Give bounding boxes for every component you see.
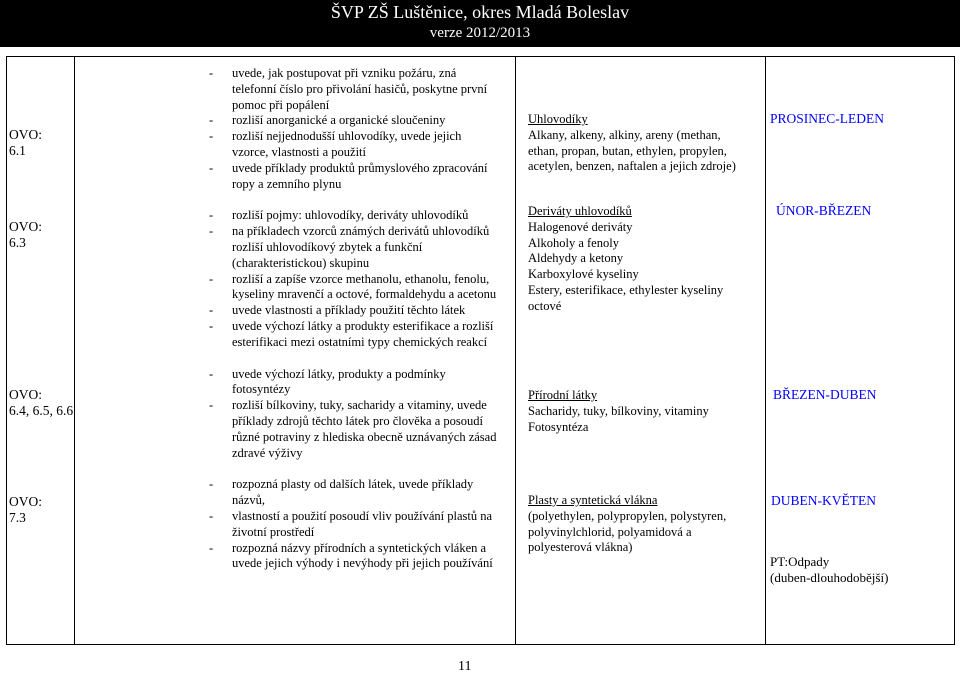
section-line: Sacharidy, tuky, bílkoviny, vitaminy [528, 403, 709, 418]
page-number: 11 [458, 659, 472, 674]
column-divider [765, 57, 766, 644]
section-heading: Přírodní látky [528, 388, 598, 402]
timing-4: DUBEN-KVĚTEN [771, 493, 876, 508]
list-item: - uvede výchozí látky, produkty a podmínky fotosyntézy [207, 367, 497, 399]
document-version: verze 2012/2013 [429, 25, 531, 41]
list-item: - rozliší a zapíše vzorce methanolu, ethanolu, fenolu, kyseliny mravenčí a octové, formaldehydu a acetonu [207, 272, 497, 304]
outcomes-list-6-3 [207, 208, 497, 350]
list-item: - rozliší pojmy: uhlovodíky, deriváty uhlovodíků [207, 208, 497, 224]
section-line: Alkoholy a fenoly [528, 235, 619, 250]
ovo-cell-2 [9, 219, 42, 251]
list-item: - uvede, jak postupovat při vzniku požáru, zná telefonní číslo pro přivolání hasičů, poskytne první pomoc při popálení [207, 66, 497, 113]
list-item: - na příkladech vzorců známých derivátů uhlovodíků rozliší uhlovodíkový zbytek a funkční (charakteristickou) skupinu [207, 224, 497, 271]
list-item: - rozliší bílkoviny, tuky, sacharidy a vitaminy, uvede příklady zdrojů těchto látek pro člověka a posoudí různé potraviny z hlediska obecně uznávaných zásad zdravé výživy [207, 398, 497, 461]
list-item: - rozpozná názvy přírodních a syntetických vláken a uvede jejich výhody i nevýhody při jejich používání [207, 541, 497, 573]
column-divider [515, 57, 516, 644]
document-title: ŠVP ZŠ Luštěnice, okres Mladá Boleslav [330, 2, 630, 22]
section-heading: Plasty a syntetická vlákna [528, 493, 658, 507]
timing-2: ÚNOR-BŘEZEN [776, 203, 872, 218]
content-hydrocarbons [528, 112, 753, 175]
list-item: - uvede výchozí látky a produkty esterifikace a rozliší esterifikaci mezi ostatními typy chemických reakcí [207, 319, 497, 351]
timing-3: BŘEZEN-DUBEN [773, 387, 877, 402]
outcomes-list-7-3 [207, 477, 497, 572]
section-text: Alkany, alkeny, alkiny, areny (methan, ethan, propan, butan, ethylen, propylen, acetylen, benzen, naftalen a jejich zdroje) [528, 127, 736, 174]
ovo-label: OVO: [9, 219, 42, 234]
outcomes-list-6-4 [207, 367, 497, 462]
outcomes-list-6-1 [207, 113, 497, 192]
ovo-label: OVO: [9, 494, 42, 509]
ovo-cell-3 [9, 387, 73, 419]
column-divider [74, 57, 75, 644]
list-item: - uvede příklady produktů průmyslového zpracování ropy a zemního plynu [207, 161, 497, 193]
section-text: (polyethylen, polypropylen, polystyren, polyvinylchlorid, polyamidová a polyesterová vlákna) [528, 508, 727, 555]
ovo-code: 6.4, 6.5, 6.6 [9, 403, 74, 418]
pt-title: PT:Odpady [770, 554, 830, 569]
pt-period: (duben-dlouhodobější) [770, 569, 889, 585]
ovo-cell-4 [9, 494, 42, 526]
section-line: Halogenové deriváty [528, 219, 633, 234]
list-item: - rozliší anorganické a organické sloučeniny [207, 113, 497, 129]
ovo-code: 7.3 [9, 510, 26, 525]
pt-note [770, 554, 888, 586]
ovo-code: 6.3 [9, 235, 26, 250]
section-line: Karboxylové kyseliny [528, 267, 639, 282]
section-heading: Uhlovodíky [528, 112, 588, 126]
ovo-cell-1 [9, 127, 42, 159]
content-plastics [528, 493, 753, 556]
list-item: - vlastností a použití posoudí vliv používání plastů na životní prostředí [207, 509, 497, 541]
section-line: Fotosyntéza [528, 419, 589, 434]
section-line: Aldehydy a ketony [528, 251, 624, 266]
section-line: Estery, esterifikace, ethylester kyseliny octové [528, 282, 724, 313]
ovo-code: 6.1 [9, 143, 26, 158]
timing-1: PROSINEC-LEDEN [770, 111, 884, 126]
list-item: - uvede vlastnosti a příklady použití těchto látek [207, 303, 497, 319]
outcomes-list-fire [207, 66, 497, 113]
header-band [0, 0, 960, 47]
ovo-label: OVO: [9, 127, 42, 142]
list-item: - rozliší nejjednodušší uhlovodíky, uvede jejich vzorce, vlastnosti a použití [207, 129, 497, 161]
content-natural [528, 388, 753, 435]
list-item: - rozpozná plasty od dalších látek, uvede příklady názvů, [207, 477, 497, 509]
outcomes-column [207, 66, 497, 572]
section-heading: Deriváty uhlovodíků [528, 204, 632, 218]
content-derivatives [528, 204, 753, 315]
ovo-label: OVO: [9, 387, 42, 402]
